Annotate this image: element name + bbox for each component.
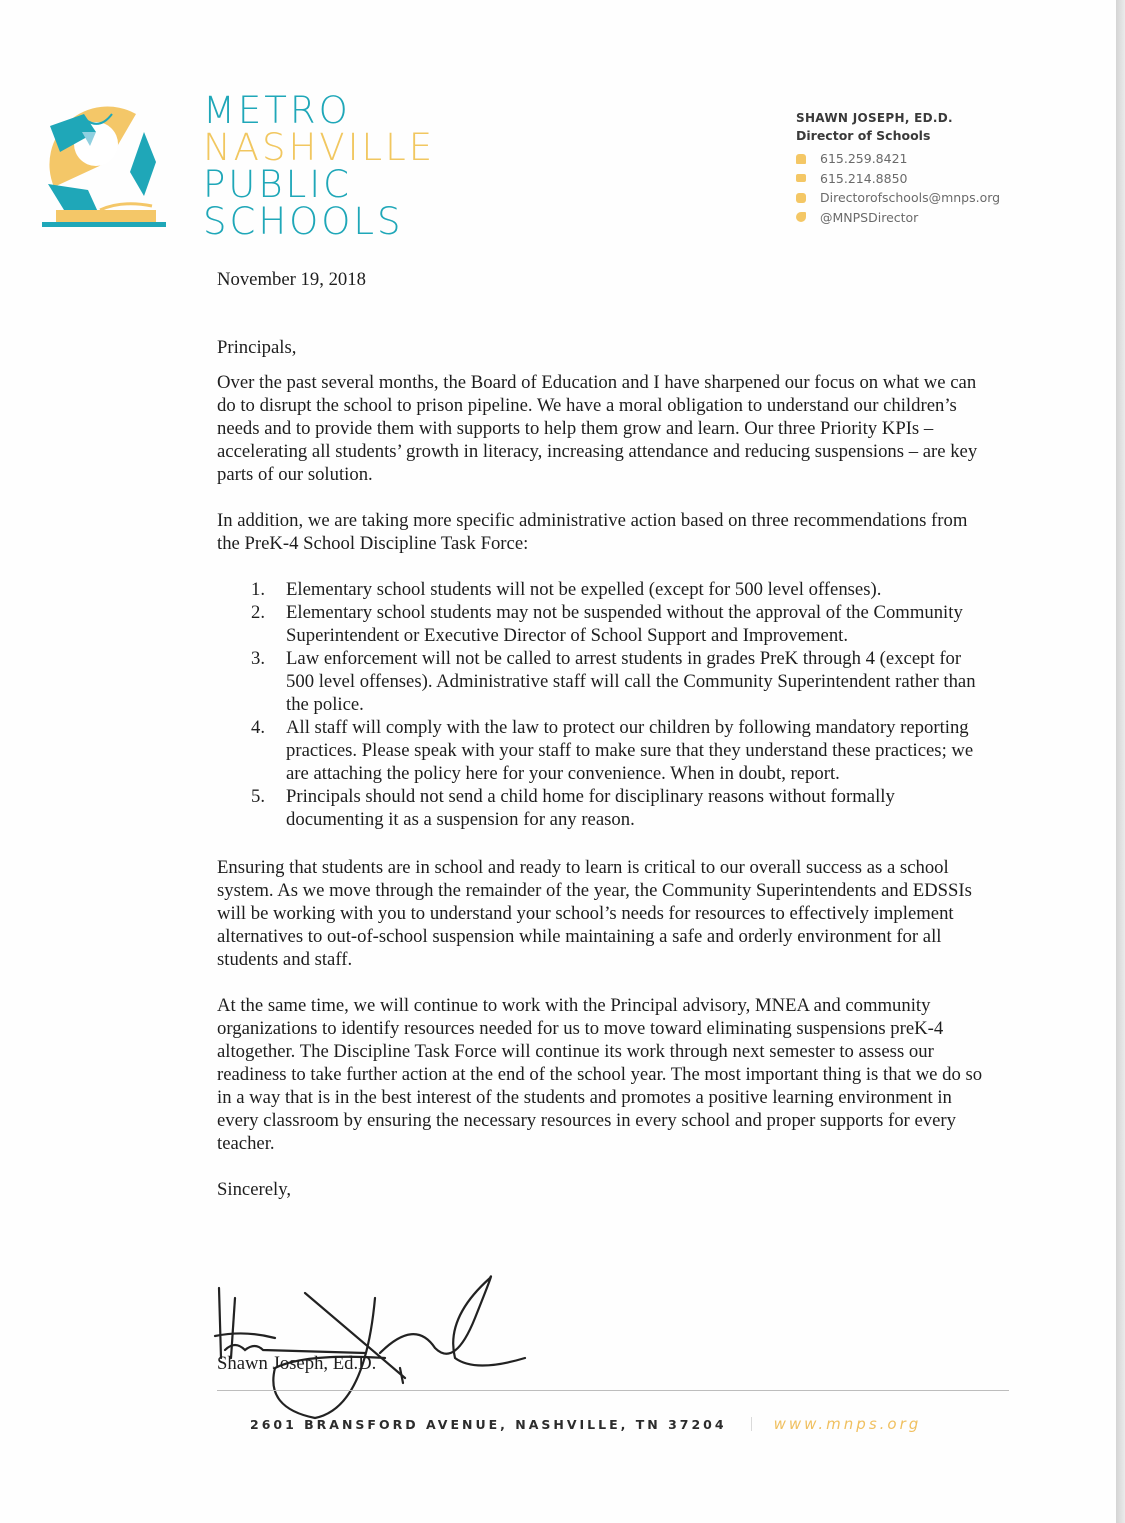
footer-divider xyxy=(217,1390,1009,1391)
list-item: 5. Principals should not send a child home for disciplinary reasons without formally documenting it as a suspension for any reason. xyxy=(251,786,895,830)
contact-name: SHAWN JOSEPH, ED.D. xyxy=(796,111,953,125)
phone-icon xyxy=(796,154,806,164)
recommendation-list xyxy=(217,578,987,831)
phone-number: 615.259.8421 xyxy=(820,151,908,167)
wordmark-metro: METRO xyxy=(203,89,351,132)
fax-icon xyxy=(796,174,806,182)
paragraph-recommendations: In addition, we are taking more specific administrative action based on three recommendations from the PreK-4 School Discipline Task Force: xyxy=(217,510,968,554)
footer-separator xyxy=(751,1417,752,1431)
paragraph-ensuring: Ensuring that students are in school and ready to learn is critical to our overall success as a school system. As we move through the remainder of the year, the Community Superintendents and EDSSIs will be working with you to understand your school’s needs for resources to effectively implement alternatives to out-of-school suspension while maintaining a safe and orderly environment for all students and staff. xyxy=(217,857,972,970)
contact-email xyxy=(796,188,1000,208)
footer xyxy=(250,1415,921,1433)
contact-phone xyxy=(796,149,1000,169)
letter-body xyxy=(217,268,987,1201)
list-item: 1. Elementary school students will not be expelled (except for 500 level offenses). xyxy=(251,579,882,600)
signature-icon xyxy=(205,1258,545,1428)
footer-address: 2601 BRANSFORD AVENUE, NASHVILLE, TN 37204 xyxy=(250,1416,727,1432)
twitter-icon xyxy=(796,212,806,222)
salutation: Principals, xyxy=(217,337,297,358)
wordmark-schools: SCHOOLS xyxy=(203,200,404,243)
wordmark-nashville: NASHVILLE xyxy=(203,126,436,169)
closing: Sincerely, xyxy=(217,1179,292,1200)
mnps-logo-icon xyxy=(36,92,166,232)
footer-website[interactable]: www.mnps.org xyxy=(773,1415,922,1433)
paragraph-intro: Over the past several months, the Board of Education and I have sharpened our focus on what we can do to disrupt the school to prison pipeline. We have a moral obligation to understand our children’s needs and to provide them with supports to help them grow and learn. Our three Priority KPIs – accelerating all students’ growth in literacy, increasing attendance and reducing suspensions – are key parts of our solution. xyxy=(217,372,978,485)
list-item: 4. All staff will comply with the law to protect our children by following mandatory reporting practices. Please speak with your staff to make sure that they understand these practices; we are attaching the policy here for your convenience. When in doubt, report. xyxy=(251,717,974,784)
paragraph-same-time: At the same time, we will continue to work with the Principal advisory, MNEA and community organizations to identify resources needed for us to move toward eliminating suspensions preK-4 altogether. The Discipline Task Force will continue its work through next semester to assess our readiness to take further action at the end of the school year. The most important thing is that we do so in a way that is in the best interest of the students and promotes a positive learning environment in every classroom by ensuring the necessary resources in every school and proper supports for every teacher. xyxy=(217,995,983,1154)
contact-title: Director of Schools xyxy=(796,128,931,143)
signer-name: Shawn Joseph, Ed.D. xyxy=(217,1353,377,1374)
wordmark-public: PUBLIC xyxy=(203,163,352,206)
email-address[interactable]: Directorofschools@mnps.org xyxy=(820,190,1001,206)
letter-date: November 19, 2018 xyxy=(217,269,366,290)
list-item: 2. Elementary school students may not be suspended without the approval of the Community Superintendent or Executive Director of School Support and Improvement. xyxy=(251,602,963,646)
contact-fax xyxy=(796,169,1000,189)
contact-twitter xyxy=(796,208,1000,228)
fax-number: 615.214.8850 xyxy=(820,170,908,186)
page-edge xyxy=(1116,0,1125,1523)
list-item: 3. Law enforcement will not be called to arrest students in grades PreK through 4 (except for 500 level offenses). Administrative staff will call the Community Superintendent rather than the police. xyxy=(251,648,976,715)
email-icon xyxy=(796,193,806,203)
contact-block xyxy=(796,110,1000,227)
mnps-wordmark xyxy=(203,89,436,243)
twitter-handle[interactable]: @MNPSDirector xyxy=(820,209,919,225)
